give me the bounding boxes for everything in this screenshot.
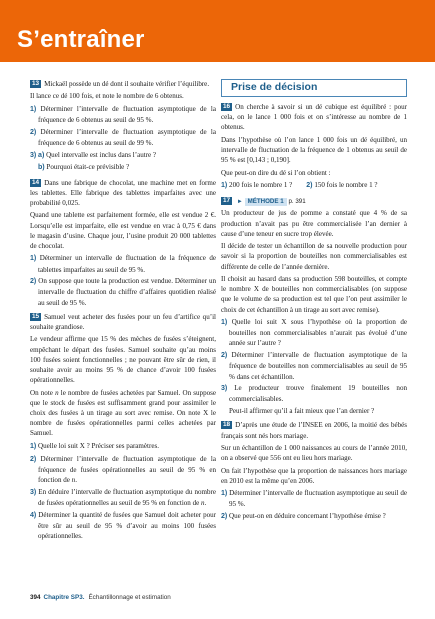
question-item: 1) Quelle loi suit X sous l’hypothèse où la proportion de bouteilles non commercialisables n’aurait pas évolué d’une année sur l’autre ? (221, 317, 408, 348)
page-number: 394 (30, 594, 41, 601)
exercise-text: Quand une tablette est parfaitement formée, elle est vendue 2 €. Lorsqu’elle est imparfaite, elle est vendue en vrac à 0,75 € dans le magasin d’usine. Chaque jour, l’usine produit 20 000 tablettes de chocolat. (30, 211, 216, 250)
question-item: 2) 150 fois le nombre 1 ? (306, 180, 378, 189)
exercise-16 (221, 102, 407, 191)
question-item: 1) Déterminer l’intervalle de fluctuation asymptotique de la fréquence de 6 obtenus au seuil de 95 %. (30, 104, 216, 124)
left-column (30, 79, 216, 543)
section-title: Prise de décision (231, 81, 318, 93)
exercise-14 (30, 178, 216, 308)
method-arrow-icon: ► (236, 199, 243, 206)
exercise-15 (30, 312, 216, 541)
exercise-number: 15 (32, 312, 40, 320)
chapter-title: Échantillonnage et estimation (88, 594, 171, 601)
exercise-18 (221, 420, 407, 522)
question-item: 3) En déduire l’intervalle de fluctuation asymptotique du nombre de fusées opérationnelles au seuil de 95 % en fonction de n. (30, 487, 216, 507)
exercise-17 (221, 196, 407, 416)
exercise-text: Dans l’hypothèse où l’on lance 1 000 fois un dé équilibré, un intervalle de fluctuation de la fréquence de 1 obtenus au seuil de 95 % est [0,143 ; 0,190]. (221, 135, 407, 165)
section-header (221, 79, 407, 97)
question-item: 1) 200 fois le nombre 1 ? (221, 180, 293, 189)
exercise-text: On note n le nombre de fusées achetées par Samuel. On suppose que le stock de fusées est suffisamment grand pour assimiler le choix des fusées à un tirage au sort avec remise. On note X le nombre de fusées opérationnelles parmi celles achetées par Samuel. (30, 388, 216, 438)
question-item: 2) Déterminer l’intervalle de fluctuation asymptotique de la fréquence de bouteilles non commercialisables au seuil de 95 % dans cet échantillon. (221, 351, 407, 381)
exercise-text: Il décide de tester un échantillon de sa nouvelle production pour savoir si la proportion de bouteilles non commercialisables est différente de celle de l’année dernière. (221, 242, 407, 271)
exercise-number: 16 (223, 103, 231, 110)
exercise-text: Que peut-on dire du dé si l’on obtient : (221, 168, 331, 177)
exercise-number: 18 (223, 421, 231, 429)
question-item: 2) Déterminer l’intervalle de fluctuation asymptotique de la fréquence de 6 obtenus au seuil de 99 %. (30, 127, 216, 147)
question-item: 3) Le producteur trouve finalement 19 bouteilles non commercialisables. (221, 384, 407, 404)
exercise-text: Le vendeur affirme que 15 % des mèches de fusées s’éteignent, empêchant le départ des fusées. Samuel souhaite qu’au moins 100 fusées soient fonctionnelles ; ne pouvant être sûr de rien, il souhaite avoir au moins 95 % de chance d’avoir 100 fusées opérationnelles. (30, 335, 216, 385)
question-item: b) Pourquoi était-ce prévisible ? (38, 163, 130, 172)
question-item: 4) Déterminer la quantité de fusées que Samuel doit acheter pour être sûr au seuil de 95 % d’avoir au moins 100 fusées opérationnelles. (30, 510, 216, 540)
chapter-label: Chapitre SP3. (43, 594, 85, 601)
page-footer (30, 594, 171, 601)
exercise-text: Il lance ce dé 100 fois, et note le nombre de 6 obtenus. (30, 92, 184, 101)
question-item: 3) a) Quel intervalle est inclus dans l’autre ? (30, 150, 157, 159)
header-banner (0, 0, 435, 62)
exercise-text: Mickaël possède un dé dont il souhaite vérifier l’équilibre. (44, 80, 210, 88)
exercise-text: Sur un échantillon de 1 000 naissances au cours de l’année 2010, on a observé que 556 ont eu lieu hors mariage. (221, 443, 407, 463)
question-item: 2) Déterminer l’intervalle de fluctuation asymptotique de la fréquence de fusées opérationnelles au seuil de 95 % en fonction de n. (30, 454, 216, 484)
method-link[interactable]: MÉTHODE 1 (245, 198, 287, 206)
exercise-13 (30, 79, 216, 174)
exercise-text: D’après une étude de l’INSEE en 2006, la moitié des bébés français sont nés hors mariage. (221, 421, 407, 440)
exercise-text: Samuel veut acheter des fusées pour un feu d’artifice qu’il souhaite grandiose. (30, 312, 216, 332)
question-item: 2) On suppose que toute la production est vendue. Déterminer un intervalle de fluctuation du chiffre d’affaires quotidien réalisé au seuil de 95 %. (30, 277, 216, 307)
exercise-number: 13 (32, 80, 40, 87)
page-title: S’entraîner (17, 26, 145, 53)
exercise-text: Il choisit au hasard dans sa production 598 bouteilles, et compte le nombre X de bouteilles non commercialisables (on suppose que le volume de sa production est tel que l’on peut assimiler le choix de cet échantillon à un tirage au sort avec remise). (221, 274, 407, 314)
choices (221, 180, 407, 191)
right-column (221, 79, 407, 524)
method-page: p. 391 (288, 198, 306, 206)
question-item: 2) Que peut-on en déduire concernant l’hypothèse émise ? (221, 512, 386, 520)
exercise-number: 17 (223, 197, 231, 205)
question-item: 1) Déterminer un intervalle de fluctuation de la fréquence de tablettes imparfaites au seuil de 95 %. (30, 254, 216, 274)
exercise-number: 14 (32, 178, 40, 186)
exercise-text: On cherche à savoir si un dé cubique est équilibré : pour cela, on le lance 1 000 fois et on s’intéresse au nombre de 1 obtenus. (221, 103, 407, 132)
question-item: Peut-il affirmer qu’il a fait mieux que l’an dernier ? (229, 407, 375, 416)
exercise-text: Dans une fabrique de chocolat, une machine met en forme les tablettes. Elle fabrique des tablettes imparfaites avec une probabilité 0,025. (30, 178, 216, 207)
exercise-text: Un producteur de jus de pomme a constaté que 4 % de sa production n’avait pas pu être commercialisée l’an dernier à cause d’une teneur en sucre trop élevée. (221, 209, 407, 238)
question-item: 1) Déterminer l’intervalle de fluctuation asymptotique au seuil de 95 %. (221, 489, 407, 509)
question-item: 1) Quelle loi suit X ? Préciser ses paramètres. (30, 441, 159, 450)
exercise-text: On fait l’hypothèse que la proportion de naissances hors mariage en 2010 est la même qu’en 2006. (221, 466, 407, 485)
